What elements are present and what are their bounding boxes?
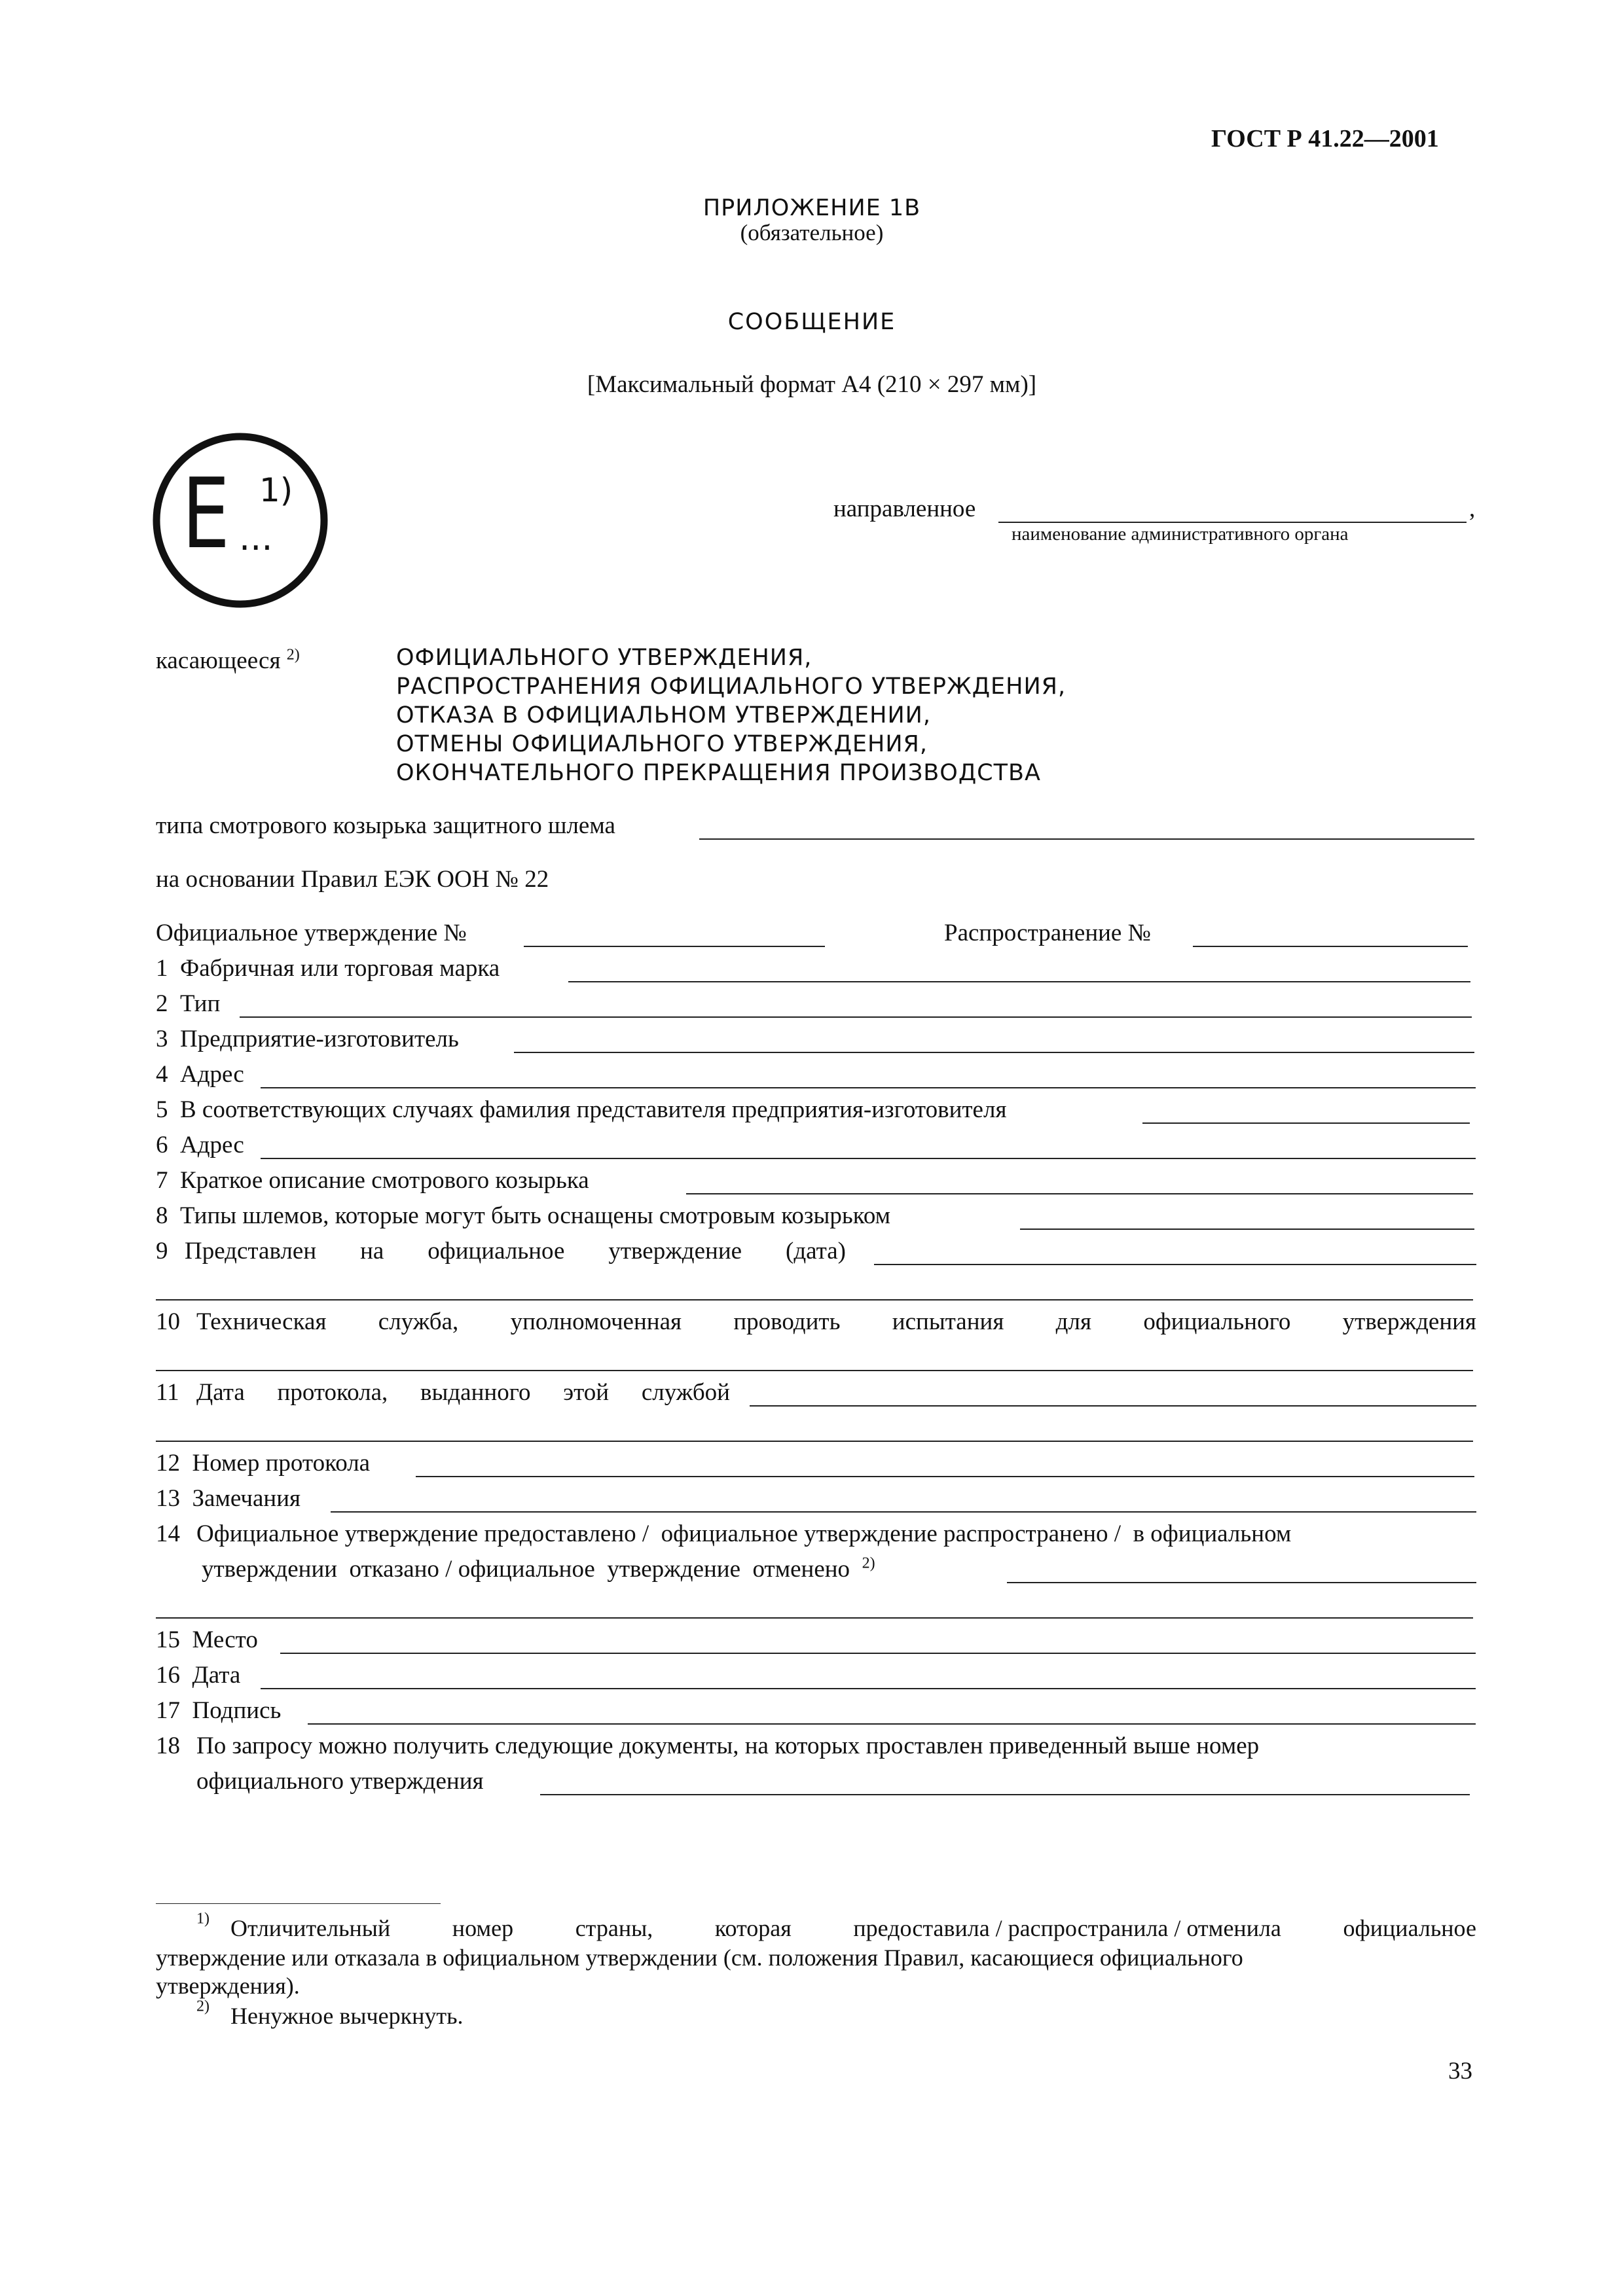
option-discontinued[interactable]: ОКОНЧАТЕЛЬНОГО ПРЕКРАЩЕНИЯ ПРОИЗВОДСТВА: [396, 760, 1041, 786]
footnote-1-line-3: утверждения).: [156, 1973, 300, 1999]
item-7-field[interactable]: [686, 1193, 1473, 1194]
item-4-field[interactable]: [261, 1087, 1476, 1088]
item-11-field-continued[interactable]: [156, 1441, 1473, 1442]
item-3-field[interactable]: [514, 1052, 1474, 1053]
e-mark-dots: ...: [239, 517, 273, 558]
item-8: 8 Типы шлемов, которые могут быть оснащены смотровым козырьком: [156, 1202, 891, 1229]
document-code: ГОСТ Р 41.22—2001: [1211, 125, 1439, 152]
approval-number-label: Официальное утверждение №: [156, 920, 467, 946]
item-9-field[interactable]: [874, 1264, 1476, 1265]
item-17: 17 Подпись: [156, 1697, 282, 1724]
footnote-1-line-1: Отличительный номер страны, которая предоставила / распространила / отменила официальное: [230, 1915, 1476, 1941]
item-2: 2 Тип: [156, 990, 221, 1017]
type-field[interactable]: [699, 838, 1474, 840]
sent-comma: ,: [1469, 495, 1476, 522]
item-15-field[interactable]: [280, 1653, 1476, 1654]
item-7: 7 Краткое описание смотрового козырька: [156, 1167, 589, 1194]
item-12-field[interactable]: [416, 1476, 1474, 1477]
item-18-line-1: По запросу можно получить следующие документы, на которых проставлен приведенный выше номер: [196, 1732, 1260, 1759]
item-5: 5 В соответствующих случаях фамилия представителя предприятия-изготовителя: [156, 1096, 1007, 1123]
item-14-line-2: утверждении отказано / официальное утверждение отменено $^{2)}$: [202, 1554, 875, 1583]
concerning-label: касающееся $^{2)}$: [156, 646, 300, 674]
item-14-field[interactable]: [1007, 1582, 1476, 1583]
item-14-line-1: Официальное утверждение предоставлено / официальное утверждение распространено / в официальном: [196, 1520, 1292, 1547]
message-title: СООБЩЕНИЕ: [727, 309, 896, 335]
item-11-field[interactable]: [750, 1405, 1476, 1407]
option-approval[interactable]: ОФИЦИАЛЬНОГО УТВЕРЖДЕНИЯ,: [396, 645, 812, 671]
item-9-label: Представлен на официальное утверждение (дата): [185, 1238, 846, 1265]
item-18-line-2: официального утверждения: [196, 1768, 484, 1795]
item-4: 4 Адрес: [156, 1061, 244, 1088]
option-refusal[interactable]: ОТКАЗА В ОФИЦИАЛЬНОМ УТВЕРЖДЕНИИ,: [396, 702, 931, 728]
item-14-number: 14: [156, 1520, 180, 1547]
item-10-field[interactable]: [156, 1370, 1473, 1371]
sent-label: направленное: [833, 495, 976, 522]
basis-label: на основании Правил ЕЭК ООН № 22: [156, 866, 549, 893]
obligatory-label: (обязательное): [740, 220, 884, 245]
item-13-field[interactable]: [331, 1511, 1476, 1513]
e-mark-letter: E: [182, 457, 230, 570]
item-5-field[interactable]: [1142, 1122, 1470, 1124]
item-2-field[interactable]: [240, 1016, 1472, 1018]
type-label: типа смотрового козырька защитного шлема: [156, 812, 615, 839]
item-18-field[interactable]: [540, 1794, 1470, 1795]
item-12: 12 Номер протокола: [156, 1450, 371, 1477]
authority-field[interactable]: [998, 522, 1467, 523]
item-14-field-continued[interactable]: [156, 1617, 1473, 1619]
concerning-footnote: 2): [286, 646, 300, 664]
approval-number-field[interactable]: [524, 946, 825, 947]
item-1-field[interactable]: [568, 981, 1470, 982]
item-10-number: 10: [156, 1308, 180, 1335]
footnote-1-line-2: утверждение или отказала в официальном утверждении (см. положения Правил, касающиеся официального: [156, 1945, 1243, 1971]
item-3: 3 Предприятие-изготовитель: [156, 1026, 459, 1052]
item-13: 13 Замечания: [156, 1485, 301, 1512]
concerning-options: [396, 643, 1066, 787]
item-10-label: Техническая служба, уполномоченная проводить испытания для официального утверждения: [196, 1308, 1476, 1335]
extension-number-label: Распространение №: [944, 920, 1151, 946]
item-8-field[interactable]: [1020, 1229, 1474, 1230]
item-11-label: Дата протокола, выданного этой службой: [196, 1379, 730, 1406]
authority-caption: наименование административного органа: [1012, 524, 1349, 545]
option-withdrawal[interactable]: ОТМЕНЫ ОФИЦИАЛЬНОГО УТВЕРЖДЕНИЯ,: [396, 731, 928, 757]
item-15: 15 Место: [156, 1626, 258, 1653]
item-11-number: 11: [156, 1379, 179, 1406]
item-9-number: 9: [156, 1238, 168, 1265]
footnote-2-mark: 2): [196, 1998, 210, 2015]
item-16: 16 Дата: [156, 1662, 241, 1689]
page-number: 33: [1448, 2058, 1472, 2085]
item-17-field[interactable]: [308, 1723, 1476, 1725]
appendix-title: ПРИЛОЖЕНИЕ 1В: [702, 195, 921, 221]
footnote-2-text: Ненужное вычеркнуть.: [230, 2003, 464, 2029]
item-9-field-continued[interactable]: [156, 1299, 1473, 1300]
item-18-number: 18: [156, 1732, 180, 1759]
e-mark-footnote: 1): [259, 471, 293, 509]
option-extension[interactable]: РАСПРОСТРАНЕНИЯ ОФИЦИАЛЬНОГО УТВЕРЖДЕНИЯ,: [396, 673, 1067, 700]
format-note: [Максимальный формат А4 (210 × 297 мм)]: [587, 371, 1037, 398]
item-1: 1 Фабричная или торговая марка: [156, 955, 500, 982]
item-6: 6 Адрес: [156, 1132, 244, 1158]
footnote-divider: [156, 1903, 441, 1904]
footnote-1-mark: 1): [196, 1910, 210, 1928]
item-14-footnote: 2): [862, 1554, 875, 1572]
extension-number-field[interactable]: [1193, 946, 1468, 947]
item-16-field[interactable]: [261, 1688, 1476, 1689]
item-6-field[interactable]: [261, 1158, 1476, 1159]
